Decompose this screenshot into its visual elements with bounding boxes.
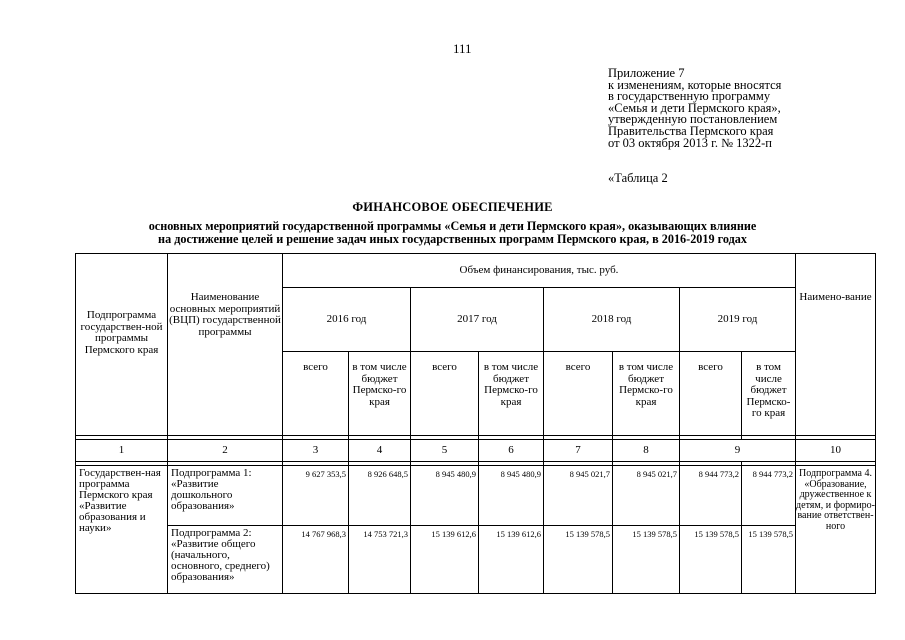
header-subprogram: Подпрограмма государствен-ной программы Пермского края — [76, 254, 168, 436]
column-number: 2 — [168, 440, 283, 462]
subtitle-line: на достижение целей и решение задач иных государственных программ Пермского края, в 2016-2019 годах — [158, 232, 747, 246]
target-name: Подпрограмма 4. «Образование, дружественное к детям, и формиро-вание ответствен-ного — [796, 466, 876, 594]
header-total-2018: всего — [544, 352, 613, 436]
value-cell: 8 945 021,7 — [613, 466, 680, 526]
program-name: Государствен-ная программа Пермского края «Развитие образования и науки» — [76, 466, 168, 594]
header-regional-2018: в том числе бюджет Пермско-го края — [613, 352, 680, 436]
column-number: 4 — [349, 440, 411, 462]
value-cell: 8 926 648,5 — [349, 466, 411, 526]
appendix-line: утвержденную постановлением — [608, 112, 778, 127]
value-cell: 15 139 578,5 — [544, 526, 613, 594]
header-activity: Наименование основных мероприятий (ВЦП) государственной программы — [168, 254, 283, 436]
appendix-line: от 03 октября 2013 г. № 1322-п — [608, 135, 772, 150]
header-regional-2019: в том числе бюджет Пермско-го края — [742, 352, 796, 436]
appendix-line: к изменениям, которые вносятся — [608, 77, 782, 92]
value-cell: 14 753 721,3 — [349, 526, 411, 594]
column-number: 5 — [411, 440, 479, 462]
value-cell: 15 139 612,6 — [411, 526, 479, 594]
value-cell: 8 945 480,9 — [411, 466, 479, 526]
column-number: 6 — [479, 440, 544, 462]
document-subtitle — [0, 220, 905, 246]
document-title: ФИНАНСОВОЕ ОБЕСПЕЧЕНИЕ — [352, 200, 553, 214]
value-cell: 15 139 612,6 — [479, 526, 544, 594]
column-number: 3 — [283, 440, 349, 462]
appendix-line: Приложение 7 — [608, 66, 685, 80]
column-number: 8 — [613, 440, 680, 462]
header-year-2017: 2017 год — [411, 288, 544, 352]
value-cell: 8 944 773,2 — [742, 466, 796, 526]
header-regional-2016: в том числе бюджет Пермско-го края — [349, 352, 411, 436]
value-cell: 15 139 578,5 — [742, 526, 796, 594]
activity-name: Подпрограмма 2: «Развитие общего (начального, основного, среднего) образования» — [168, 526, 283, 594]
header-regional-2017: в том числе бюджет Пермско-го края — [479, 352, 544, 436]
value-cell: 15 139 578,5 — [613, 526, 680, 594]
appendix-line: «Семья и дети Пермского края», — [608, 100, 781, 115]
value-cell: 9 627 353,5 — [283, 466, 349, 526]
table-reference: «Таблица 2 — [608, 171, 668, 185]
value-cell: 15 139 578,5 — [680, 526, 742, 594]
header-total-2019: всего — [680, 352, 742, 436]
header-year-2018: 2018 год — [544, 288, 680, 352]
funding-table — [75, 253, 876, 594]
page-number: 111 — [453, 41, 472, 56]
table-row — [76, 526, 876, 594]
appendix-line: в государственную программу — [608, 89, 771, 104]
value-cell: 14 767 968,3 — [283, 526, 349, 594]
column-number: 7 — [544, 440, 613, 462]
header-name: Наимено-вание — [796, 254, 876, 436]
value-cell: 8 945 480,9 — [479, 466, 544, 526]
appendix-line: Правительства Пермского края — [608, 123, 774, 138]
header-total-2016: всего — [283, 352, 349, 436]
value-cell: 8 945 021,7 — [544, 466, 613, 526]
column-number: 1 — [76, 440, 168, 462]
column-number: 10 — [796, 440, 876, 462]
subtitle-line: основных мероприятий государственной программы «Семья и дети Пермского края», оказывающих влияние — [148, 219, 757, 233]
header-year-2016: 2016 год — [283, 288, 411, 352]
column-number: 9 — [680, 440, 796, 462]
header-year-2019: 2019 год — [680, 288, 796, 352]
value-cell: 8 944 773,2 — [680, 466, 742, 526]
appendix-note — [608, 68, 781, 149]
table-row — [76, 466, 876, 526]
activity-name: Подпрограмма 1: «Развитие дошкольного образования» — [168, 466, 283, 526]
header-funding: Объем финансирования, тыс. руб. — [283, 254, 796, 288]
header-total-2017: всего — [411, 352, 479, 436]
